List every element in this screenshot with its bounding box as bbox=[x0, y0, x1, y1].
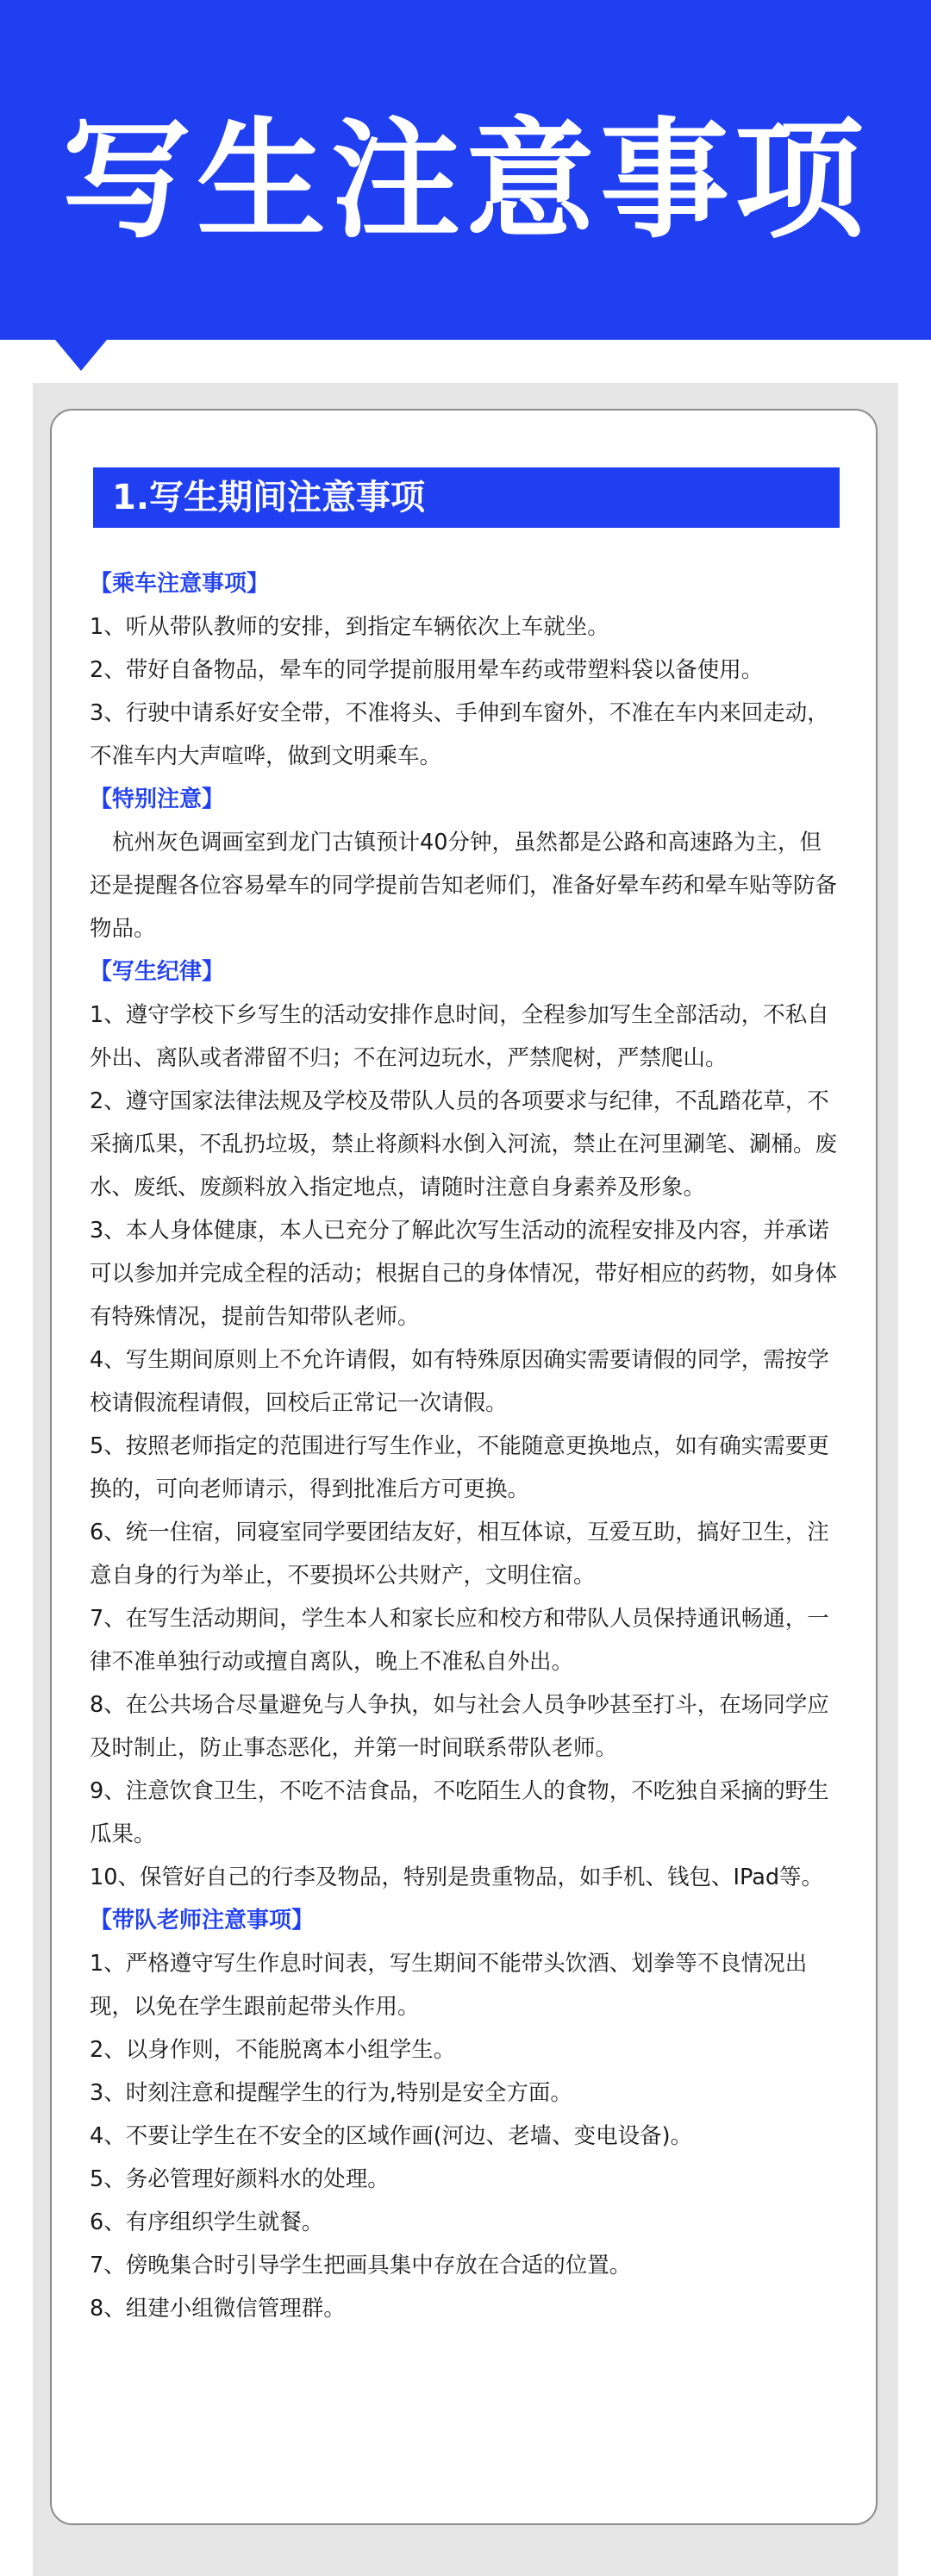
teacher-item: 3、时刻注意和提醒学生的行为,特别是安全方面。 bbox=[90, 2080, 572, 2106]
discipline-item: 9、注意饮食卫生，不吃不洁食品，不吃陌生人的食物，不吃独自采摘的野生瓜果。 bbox=[90, 1778, 829, 1847]
section-title-bar: 1.写生期间注意事项 bbox=[93, 467, 840, 528]
discipline-item: 7、在写生活动期间，学生本人和家长应和校方和带队人员保持通讯畅通，一律不准单独行动或擅自离队，晚上不准私自外出。 bbox=[90, 1606, 829, 1675]
teacher-item: 8、组建小组微信管理群。 bbox=[90, 2296, 346, 2322]
discipline-item: 8、在公共场合尽量避免与人争执，如与社会人员争吵甚至打斗，在场同学应及时制止，防止事态恶化，并第一时间联系带队老师。 bbox=[90, 1692, 829, 1761]
teacher-item: 2、以身作则，不能脱离本小组学生。 bbox=[90, 2037, 456, 2063]
heading-discipline: 【写生纪律】 bbox=[90, 959, 225, 985]
content-body bbox=[90, 562, 840, 2330]
discipline-item: 5、按照老师指定的范围进行写生作业，不能随意更换地点，如有确实需要更换的，可向老师请示，得到批准后方可更换。 bbox=[90, 1433, 829, 1502]
discipline-item: 1、遵守学校下乡写生的活动安排作息时间，全程参加写生全部活动，不私自外出、离队或者滞留不归；不在河边玩水，严禁爬树，严禁爬山。 bbox=[90, 1002, 829, 1071]
discipline-item: 4、写生期间原则上不允许请假，如有特殊原因确实需要请假的同学，需按学校请假流程请假，回校后正常记一次请假。 bbox=[90, 1347, 829, 1416]
ride-item: 2、带好自备物品，晕车的同学提前服用晕车药或带塑料袋以备使用。 bbox=[90, 657, 764, 683]
teacher-item: 5、务必管理好颜料水的处理。 bbox=[90, 2166, 390, 2192]
discipline-item: 3、本人身体健康，本人已充分了解此次写生活动的流程安排及内容，并承诺可以参加并完成全程的活动；根据自己的身体情况，带好相应的药物，如身体有特殊情况，提前告知带队老师。 bbox=[90, 1218, 838, 1330]
discipline-item: 2、遵守国家法律法规及学校及带队人员的各项要求与纪律，不乱踏花草，不采摘瓜果，不乱扔垃圾，禁止将颜料水倒入河流，禁止在河里涮笔、涮桶。废水、废纸、废颜料放入指定地点，请随时注意自身素养及形象。 bbox=[90, 1088, 838, 1200]
heading-teacher: 【带队老师注意事项】 bbox=[90, 1908, 315, 1934]
header-banner bbox=[0, 0, 931, 340]
ride-item: 1、听从带队教师的安排，到指定车辆依次上车就坐。 bbox=[90, 614, 609, 640]
banner-pointer bbox=[55, 340, 107, 371]
special-note: 杭州灰色调画室到龙门古镇预计40分钟，虽然都是公路和高速路为主，但还是提醒各位容易晕车的同学提前告知老师们，准备好晕车药和晕车贴等防备物品。 bbox=[90, 830, 838, 942]
teacher-item: 7、傍晚集合时引导学生把画具集中存放在合适的位置。 bbox=[90, 2253, 632, 2278]
discipline-item: 10、保管好自己的行李及物品，特别是贵重物品，如手机、钱包、IPad等。 bbox=[90, 1865, 824, 1890]
teacher-item: 1、严格遵守写生作息时间表，写生期间不能带头饮酒、划拳等不良情况出现，以免在学生跟前起带头作用。 bbox=[90, 1951, 808, 2020]
teacher-item: 6、有序组织学生就餐。 bbox=[90, 2209, 324, 2235]
page-title: 写生注意事项 bbox=[61, 106, 869, 256]
ride-item: 3、行驶中请系好安全带，不准将头、手伸到车窗外，不准在车内来回走动，不准车内大声喧哗，做到文明乘车。 bbox=[90, 700, 829, 769]
discipline-item: 6、统一住宿，同寝室同学要团结友好，相互体谅，互爱互助，搞好卫生，注意自身的行为举止，不要损坏公共财产，文明住宿。 bbox=[90, 1520, 829, 1589]
heading-ride: 【乘车注意事项】 bbox=[90, 571, 270, 597]
teacher-item: 4、不要让学生在不安全的区域作画(河边、老墙、变电设备)。 bbox=[90, 2123, 693, 2149]
heading-special: 【特别注意】 bbox=[90, 787, 225, 812]
